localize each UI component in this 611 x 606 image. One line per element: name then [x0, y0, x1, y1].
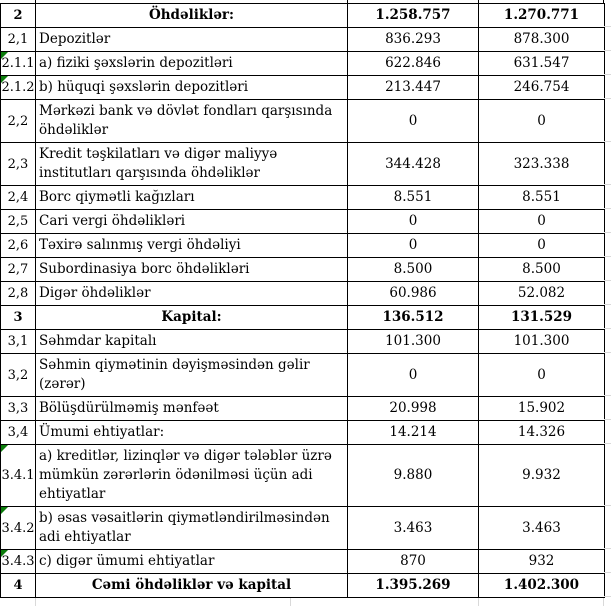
cell-value-previous[interactable]: 9.932 [479, 445, 605, 507]
gridline-stub [604, 280, 611, 281]
table-row [1, 445, 605, 507]
cell-value-current[interactable]: 136.512 [348, 306, 479, 330]
gridline-stub [290, 598, 291, 606]
cell-value-previous[interactable]: 0 [479, 210, 605, 234]
row-id-text: 2,2 [7, 113, 29, 129]
cell-row-id[interactable] [1, 186, 36, 210]
cell-value-previous[interactable]: 1.402.300 [479, 574, 605, 598]
row-id-text: 3,4 [7, 425, 29, 440]
table-row [1, 550, 605, 574]
gridline-stub [604, 443, 611, 444]
row-id-text: 3.4.1 [1, 468, 35, 483]
error-flag-icon [1, 550, 8, 557]
cell-row-id[interactable] [1, 210, 36, 234]
error-flag-icon [1, 445, 8, 452]
row-id-text: 4 [13, 578, 23, 593]
cell-row-id[interactable] [1, 421, 36, 445]
row-id-text: 3.4.3 [1, 554, 35, 569]
cell-value-previous[interactable]: 0 [479, 100, 605, 143]
cell-item-label[interactable]: Subordinasiya borc öhdəlikləri [36, 258, 348, 282]
row-id-text: 2.1.1 [1, 56, 35, 71]
cell-row-id[interactable] [1, 76, 36, 100]
cell-item-label[interactable]: Səhmin qiymətinin dəyişməsindən gəlir (zərər) [36, 354, 348, 397]
cell-value-current[interactable]: 8.500 [348, 258, 479, 282]
cell-row-id[interactable] [1, 282, 36, 306]
cell-row-id[interactable] [1, 397, 36, 421]
cell-item-label[interactable]: Borc qiymətli kağızları [36, 186, 348, 210]
row-id-text: 3,1 [7, 334, 29, 349]
cell-value-current[interactable]: 8.551 [348, 186, 479, 210]
cell-row-id[interactable] [1, 52, 36, 76]
row-id-text: 3.4.2 [1, 520, 35, 536]
cell-value-previous[interactable]: 8.551 [479, 186, 605, 210]
table-row [1, 52, 605, 76]
cell-value-previous[interactable]: 3.463 [479, 507, 605, 550]
cell-item-label[interactable]: Təxirə salınmış vergi öhdəliyi [36, 234, 348, 258]
row-id-text: 2,8 [7, 286, 29, 301]
cell-item-label[interactable]: c) digər ümumi ehtiyatlar [36, 550, 348, 574]
gridline-stub [604, 256, 611, 257]
table-row [1, 143, 605, 186]
cell-value-previous[interactable]: 1.270.771 [479, 4, 605, 28]
gridline-stub [604, 419, 611, 420]
cell-item-label[interactable]: b) əsas vəsaitlərin qiymətləndirilməsindən adi ehtiyatlar [36, 507, 348, 550]
gridline-stub [603, 598, 604, 606]
cell-value-previous[interactable]: 52.082 [479, 282, 605, 306]
cell-value-current[interactable]: 1.395.269 [348, 574, 479, 598]
cell-row-id[interactable] [1, 234, 36, 258]
cell-value-current[interactable]: 836.293 [348, 28, 479, 52]
row-id-text: 2,6 [7, 238, 29, 253]
cell-value-current[interactable]: 1.258.757 [348, 4, 479, 28]
gridline-stub [478, 598, 479, 606]
gridline-stub [604, 548, 611, 549]
cell-value-current[interactable]: 344.428 [348, 143, 479, 186]
cell-item-label[interactable]: Cari vergi öhdəlikləri [36, 210, 348, 234]
cell-value-previous[interactable]: 131.529 [479, 306, 605, 330]
table-row [1, 397, 605, 421]
cell-value-previous[interactable]: 0 [479, 234, 605, 258]
table-row [1, 4, 605, 28]
cell-item-label[interactable]: Səhmdar kapitalı [36, 330, 348, 354]
gridline-stub [604, 572, 611, 573]
row-id-text: 2 [13, 8, 23, 23]
cell-row-id[interactable] [1, 354, 36, 397]
cell-row-id[interactable] [1, 574, 36, 598]
cell-item-label[interactable]: Depozitlər [36, 28, 348, 52]
row-id-text: 2,7 [7, 262, 29, 277]
gridline-stub [604, 596, 611, 597]
cell-value-current[interactable]: 213.447 [348, 76, 479, 100]
cell-value-previous[interactable]: 15.902 [479, 397, 605, 421]
balance-sheet-table [0, 3, 605, 598]
cell-value-current[interactable]: 9.880 [348, 445, 479, 507]
gridline-stub [604, 304, 611, 305]
cell-row-id[interactable] [1, 330, 36, 354]
cell-item-label[interactable]: Ümumi ehtiyatlar: [36, 421, 348, 445]
cell-value-current[interactable]: 20.998 [348, 397, 479, 421]
table-row [1, 210, 605, 234]
cell-value-previous[interactable]: 878.300 [479, 28, 605, 52]
table-row [1, 330, 605, 354]
cell-row-id[interactable] [1, 4, 36, 28]
cell-value-current[interactable]: 870 [348, 550, 479, 574]
cell-row-id[interactable] [1, 143, 36, 186]
cell-item-label[interactable]: Kapital: [36, 306, 348, 330]
gridline-stub [604, 232, 611, 233]
cell-item-label[interactable]: b) hüquqi şəxslərin depozitləri [36, 76, 348, 100]
cell-row-id[interactable] [1, 306, 36, 330]
cell-value-current[interactable]: 0 [348, 354, 479, 397]
table-row [1, 28, 605, 52]
cell-row-id[interactable] [1, 445, 36, 507]
cell-row-id[interactable] [1, 507, 36, 550]
cell-value-previous[interactable]: 8.500 [479, 258, 605, 282]
error-flag-icon [1, 507, 8, 514]
row-id-text: 2,4 [7, 190, 29, 205]
cell-item-label[interactable]: a) fiziki şəxslərin depozitləri [36, 52, 348, 76]
gridline-stub [35, 598, 36, 606]
cell-value-previous[interactable]: 932 [479, 550, 605, 574]
table-row [1, 100, 605, 143]
cell-value-current[interactable]: 14.214 [348, 421, 479, 445]
cell-row-id[interactable] [1, 258, 36, 282]
cell-value-current[interactable]: 0 [348, 234, 479, 258]
cell-value-current[interactable]: 3.463 [348, 507, 479, 550]
row-id-text: 3,3 [7, 401, 29, 416]
cell-item-label[interactable]: Mərkəzi bank və dövlət fondları qarşısında öhdəliklər [36, 100, 348, 143]
row-id-text: 2.1.2 [1, 80, 35, 95]
cell-item-label[interactable]: Digər öhdəliklər [36, 282, 348, 306]
cell-value-current[interactable]: 0 [348, 100, 479, 143]
cell-value-previous[interactable]: 101.300 [479, 330, 605, 354]
row-id-text: 2,5 [7, 214, 29, 229]
gridline-stub [604, 98, 611, 99]
cell-item-label[interactable]: Öhdəliklər: [36, 4, 348, 28]
table-row [1, 354, 605, 397]
gridline-stub [604, 208, 611, 209]
cell-value-previous[interactable]: 631.547 [479, 52, 605, 76]
error-flag-icon [1, 52, 8, 59]
table-row [1, 306, 605, 330]
cell-value-current[interactable]: 60.986 [348, 282, 479, 306]
table-row [1, 186, 605, 210]
cell-item-label[interactable]: Cəmi öhdəliklər və kapital [36, 574, 348, 598]
cell-row-id[interactable] [1, 28, 36, 52]
row-id-text: 2,3 [7, 156, 29, 172]
cell-value-previous[interactable]: 246.754 [479, 76, 605, 100]
gridline-stub [604, 352, 611, 353]
table-row [1, 282, 605, 306]
gridline-stub [604, 328, 611, 329]
table-row [1, 507, 605, 550]
gridline-stub [604, 184, 611, 185]
gridline-stub [604, 505, 611, 506]
error-flag-icon [1, 76, 8, 83]
cell-value-current[interactable]: 101.300 [348, 330, 479, 354]
table-row [1, 76, 605, 100]
gridline-stub [604, 50, 611, 51]
cell-value-current[interactable]: 622.846 [348, 52, 479, 76]
cell-item-label[interactable]: Kredit təşkilatları və digər maliyyə institutları qarşısında öhdəliklər [36, 143, 348, 186]
table-row [1, 234, 605, 258]
cell-item-label[interactable]: a) kreditlər, lizinqlər və digər tələblər üzrə mümkün zərərlərin ödənilməsi üçün adi ehtiyatlar [36, 445, 348, 507]
cell-value-previous[interactable]: 323.338 [479, 143, 605, 186]
row-id-text: 2,1 [7, 32, 29, 47]
balance-table-body [1, 4, 605, 598]
gridline-stub [604, 395, 611, 396]
cell-row-id[interactable] [1, 550, 36, 574]
cell-value-previous[interactable]: 14.326 [479, 421, 605, 445]
table-row [1, 258, 605, 282]
cell-value-current[interactable]: 0 [348, 210, 479, 234]
cell-row-id[interactable] [1, 100, 36, 143]
row-id-text: 3,2 [7, 367, 29, 383]
row-id-text: 3 [13, 310, 23, 325]
table-row [1, 574, 605, 598]
gridline-stub [604, 74, 611, 75]
cell-value-previous[interactable]: 0 [479, 354, 605, 397]
gridline-stub [604, 26, 611, 27]
table-row [1, 421, 605, 445]
gridline-stub [604, 141, 611, 142]
cell-item-label[interactable]: Bölüşdürülməmiş mənfəət [36, 397, 348, 421]
